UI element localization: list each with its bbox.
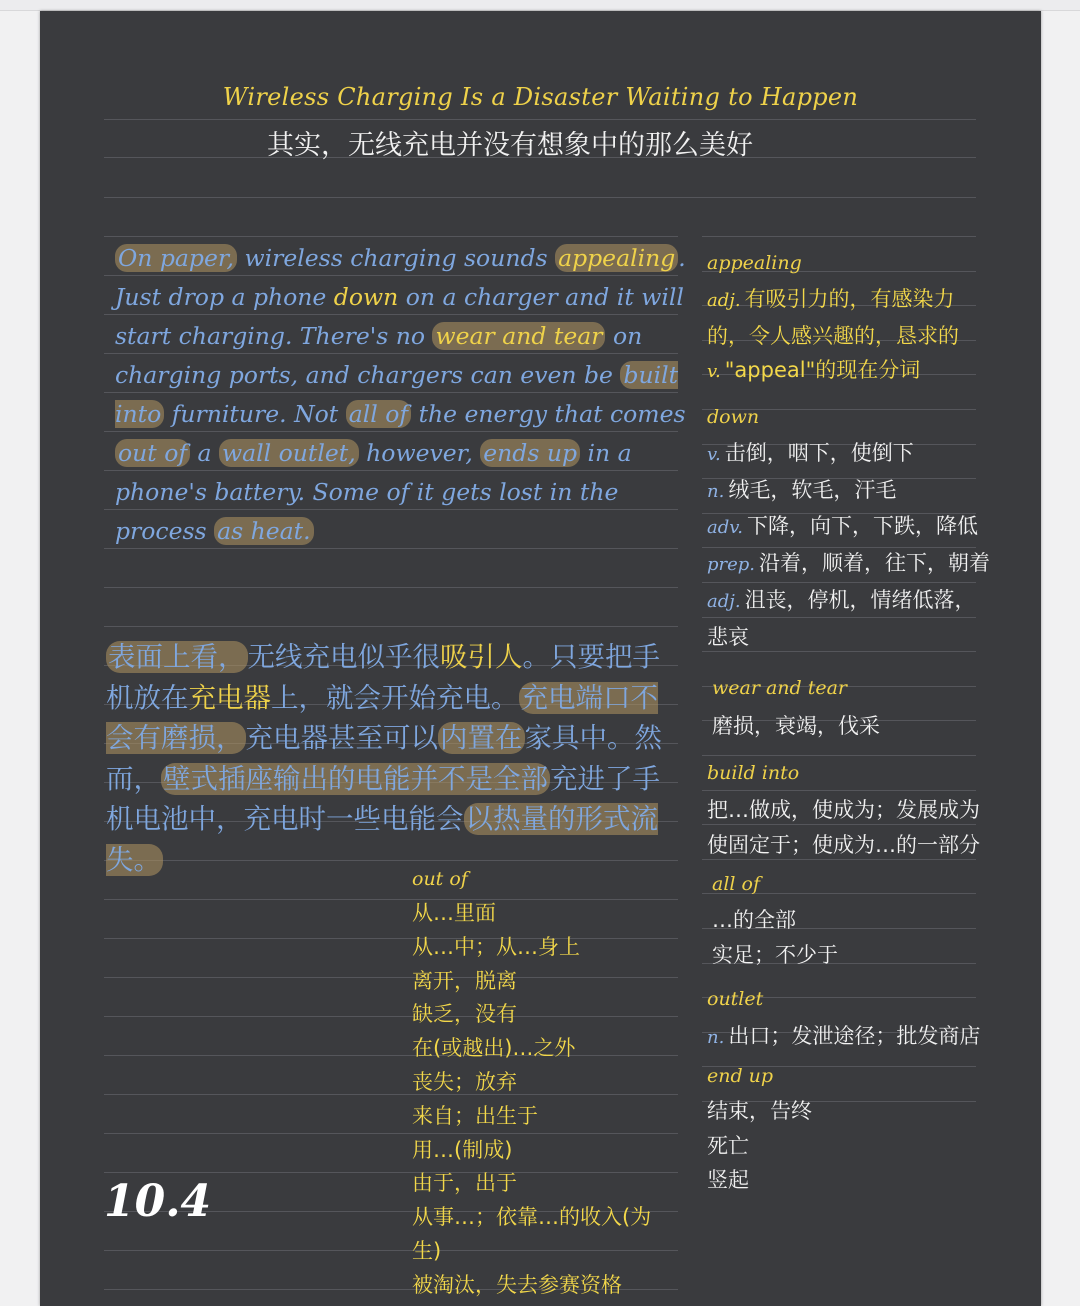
highlighted-text: On paper,	[115, 244, 237, 272]
title-chinese: 其实，无线充电并没有想象中的那么美好	[267, 130, 753, 161]
definition-text: 下降，向下，下跌，降低	[747, 514, 979, 539]
rule-line	[104, 626, 678, 627]
vocab-word-end-up: end up	[707, 1065, 774, 1087]
vocab-word-all-of: all of	[712, 873, 760, 895]
rule-line	[702, 755, 976, 756]
paragraph-text: 充进了手机电池中，充电时一些电能会	[106, 762, 660, 835]
definition-line: 从事…；依靠…的收入(为	[412, 1205, 652, 1230]
definition-line	[707, 353, 1037, 390]
part-of-speech: v.	[707, 444, 721, 465]
part-of-speech: v.	[707, 361, 721, 383]
definition-line: 来自；出生于	[412, 1103, 538, 1128]
definition-text: 沿着，顺着，往下，朝着	[759, 551, 991, 576]
paragraph-text: the energy that comes	[411, 400, 686, 428]
definition-line: 结束，告终	[707, 1099, 812, 1123]
definition-text: 沮丧，停机，情绪低落，	[744, 587, 976, 612]
highlighted-text: wear and tear	[432, 322, 605, 350]
definition-text: 击倒，咽下，使倒下	[724, 441, 914, 465]
paragraph-text: on a charger and it will start charging. There's no	[115, 283, 684, 350]
rule-line	[702, 790, 976, 791]
highlighted-text: 壁式插座输出的电能并不是全部	[163, 762, 548, 795]
paragraph-text: 吸引人	[440, 641, 523, 673]
highlighted-text: out of	[115, 439, 190, 467]
vocab-word-down: down	[707, 406, 760, 428]
definition-line: 把…做成，使成为；发展成为	[707, 798, 980, 822]
highlighted-text: ends up	[480, 439, 580, 467]
definition-line	[707, 620, 1037, 655]
highlighted-text: 表面上看，	[108, 641, 246, 673]
vocab-def-end-up	[707, 1094, 1027, 1198]
vocab-def-out-of	[412, 897, 702, 1303]
definition-line	[707, 436, 1037, 473]
definition-text: 绒毛，软毛，汗毛	[728, 477, 897, 502]
highlighted-text: all of	[346, 400, 411, 428]
definition-line: 磨损，衰竭，伐采	[712, 714, 880, 738]
vocab-def-wear-and-tear	[712, 709, 1032, 744]
definition-line: 丧失；放弃	[412, 1069, 517, 1094]
definition-line: 从…中；从…身上	[412, 934, 580, 959]
rule-line	[104, 587, 678, 588]
definition-line: 被淘汰，失去参赛资格	[412, 1272, 622, 1297]
paragraph-text: furniture. Not	[164, 400, 346, 428]
vocab-def-outlet	[707, 1019, 1037, 1056]
vocab-def-down	[707, 436, 1037, 654]
paragraph-text: 无线充电似乎很	[247, 641, 440, 673]
definition-text: 的，令人感兴趣的，恳求的	[707, 323, 959, 348]
highlighted-text: as heat.	[214, 517, 314, 545]
rule-line	[702, 236, 976, 237]
definition-line	[707, 473, 1037, 510]
paragraph-text: 。只要把手机放在	[106, 641, 660, 714]
vocab-def-all-of	[712, 903, 1032, 972]
definition-line: 竖起	[707, 1168, 749, 1193]
definition-line	[707, 1019, 1037, 1056]
definition-line: 使固定于；使成为…的一部分	[707, 832, 980, 857]
highlighted-text: wall outlet,	[219, 439, 359, 467]
rule-line	[104, 119, 976, 120]
highlighted-text: appealing	[555, 244, 678, 272]
definition-text: "appeal"的现在分词	[724, 358, 921, 383]
highlighted-text: 以热量的形式流失。	[106, 803, 658, 876]
highlighted-text: 内置在	[440, 722, 523, 754]
vocab-word-appealing: appealing	[707, 252, 802, 274]
highlighted-text: built into	[115, 361, 679, 428]
definition-line: 生)	[412, 1238, 442, 1263]
vocab-word-out-of: out of	[412, 868, 468, 890]
definition-line: 在(或越出)…之外	[412, 1036, 576, 1061]
paragraph-text: on charging ports, and chargers can even be	[115, 322, 643, 389]
definition-line: …的全部	[712, 908, 796, 932]
definition-line: 由于，出于	[412, 1171, 517, 1196]
part-of-speech: n.	[707, 480, 725, 502]
definition-text: 出口；发泄途径；批发商店	[728, 1024, 981, 1048]
vocab-def-build-into	[707, 793, 1037, 862]
definition-line	[707, 583, 1037, 620]
definition-line	[707, 546, 1037, 583]
paragraph-text: however,	[358, 439, 481, 467]
paragraph-text: a	[190, 439, 219, 467]
definition-line: 死亡	[707, 1133, 749, 1158]
paragraph-text: wireless charging sounds	[237, 244, 556, 272]
part-of-speech: n.	[707, 1027, 725, 1048]
title-english: Wireless Charging Is a Disaster Waiting to Happen	[222, 83, 859, 111]
vocab-word-wear-and-tear: wear and tear	[712, 677, 848, 699]
paragraph-text: . Just drop a phone	[115, 244, 686, 311]
chinese-paragraph	[106, 637, 681, 880]
paragraph-text: 家具中。然而，	[106, 722, 662, 795]
definition-line	[707, 509, 1037, 546]
rule-line	[104, 236, 678, 237]
part-of-speech: adv.	[707, 517, 744, 539]
part-of-speech: adj.	[707, 590, 741, 612]
highlighted-text: 充电端口不会有磨损，	[106, 681, 658, 754]
part-of-speech: adj.	[707, 290, 741, 311]
definition-line: 缺乏，没有	[412, 1002, 517, 1027]
vocab-def-appealing	[707, 282, 1037, 390]
paragraph-text: in a phone's battery. Some of it gets lost in the process	[115, 439, 632, 545]
english-paragraph	[115, 239, 690, 551]
definition-line: 离开，脱离	[412, 968, 517, 993]
definition-line: 实足；不少于	[712, 942, 838, 967]
definition-text: 悲哀	[707, 624, 749, 649]
definition-text: 有吸引力的，有感染力	[744, 287, 955, 311]
paragraph-text: 充电器	[188, 681, 271, 714]
paragraph-text: 上，就会开始充电。	[271, 681, 519, 714]
date-label: 10.4	[104, 1176, 212, 1227]
part-of-speech: prep.	[707, 554, 756, 576]
top-bar	[0, 0, 1080, 11]
definition-line	[707, 282, 1037, 319]
definition-line: 用…(制成)	[412, 1137, 513, 1162]
definition-line: 从…里面	[412, 901, 496, 925]
paragraph-text: down	[333, 283, 399, 311]
paragraph-text: 充电器甚至可以	[245, 722, 438, 754]
rule-line	[104, 197, 976, 198]
note-page	[40, 11, 1041, 1306]
vocab-word-build-into: build into	[707, 762, 800, 784]
definition-line	[707, 319, 1037, 354]
vocab-word-outlet: outlet	[707, 988, 764, 1010]
